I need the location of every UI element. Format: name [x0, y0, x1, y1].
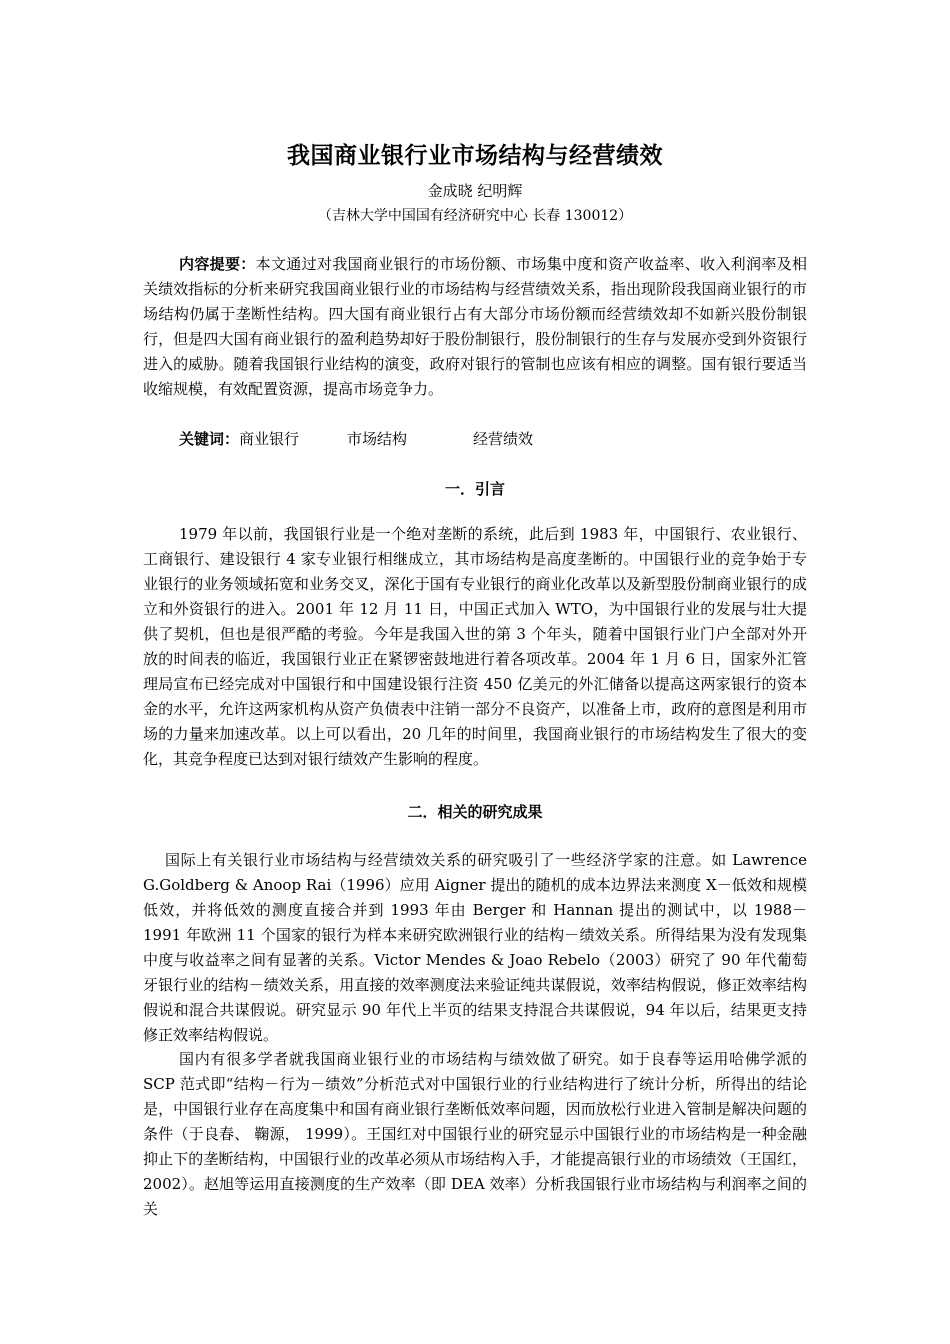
- keyword-item: 市场结构: [347, 430, 408, 448]
- keyword-item: 商业银行: [239, 430, 300, 448]
- abstract-text: 本文通过对我国商业银行的市场份额、市场集中度和资产收益率、收入利润率及相关绩效指标的分析来研究我国商业银行业的市场结构与经营绩效关系，指出现阶段我国商业银行的市场结构仍属于垄断性结构。四大国有商业银行占有大部分市场份额而经营绩效却不如新兴股份制银行，但是四大国有商业银行的盈利趋势却好于股份制银行，股份制银行的生存与发展亦受到外资银行进入的威胁。随着我国银行业结构的演变，政府对银行的管制也应该有相应的调整。国有银行要适当收缩规模，有效配置资源，提高市场竞争力。: [143, 255, 807, 398]
- paper-authors: 金成晓 纪明辉: [427, 182, 523, 200]
- section-heading-introduction: 一．引言: [444, 480, 505, 498]
- keyword-item: 经营绩效: [473, 430, 534, 448]
- paper-affiliation: （吉林大学中国国有经济研究中心 长春 130012）: [317, 208, 633, 224]
- paragraph: 国际上有关银行业市场结构与经营绩效关系的研究吸引了一些经济学家的注意。如 Lawrence G.Goldberg & Anoop Rai（1996）应用 Aigner 提出的随机的成本边界法来测度 X－低效和规模低效，并将低效的测度直接合并到 1993 年由 Berger 和 Hannan 提出的测试中，以 1988－1991 年欧洲 11 个国家的银行为样本来研究欧洲银行业的结构－绩效关系。所得结果为没有发现集中度与收益率之间有显著的关系。Victor Mendes & Joao Rebelo（2003）研究了 90 年代葡萄牙银行业的结构－绩效关系，用直接的效率测度法来验证纯共谋假说，效率结构假说，修正效率结构假说和混合共谋假说。研究显示 90 年代上半页的结果支持混合共谋假说，94 年以后，结果更支持修正效率结构假说。: [143, 851, 807, 1044]
- paragraph: 国内有很多学者就我国商业银行业的市场结构与绩效做了研究。如于良春等运用哈佛学派的 SCP 范式即“结构－行为－绩效”分析范式对中国银行业的行业结构进行了统计分析，所得出的结论是，中国银行业存在高度集中和国有商业银行垄断低效率问题，因而放松行业进入管制是解决问题的条件（于良春、 鞠源， 1999）。王国红对中国银行业的研究显示中国银行业的市场结构是一种金融抑止下的垄断结构，中国银行业的改革必须从市场结构入手，才能提高银行业的市场绩效（王国红，2002）。赵旭等运用直接测度的生产效率（即 DEA 效率）分析我国银行业市场结构与利润率之间的关: [143, 1050, 807, 1218]
- abstract: [143, 252, 807, 402]
- keywords: [143, 427, 843, 452]
- section-heading-related-research: 二．相关的研究成果: [407, 803, 543, 821]
- abstract-label: 内容提要：: [179, 255, 256, 273]
- keywords-label: 关键词：: [179, 430, 240, 448]
- paragraph: 1979 年以前，我国银行业是一个绝对垄断的系统，此后到 1983 年，中国银行、农业银行、工商银行、建设银行 4 家专业银行相继成立，其市场结构是高度垄断的。中国银行业的竞争始于专业银行的业务领域拓宽和业务交叉，深化于国有专业银行的商业化改革以及新型股份制商业银行的成立和外资银行的进入。2001 年 12 月 11 日，中国正式加入 WTO，为中国银行业的发展与壮大提供了契机，但也是很严酷的考验。今年是我国入世的第 3 个年头，随着中国银行业门户全部对外开放的时间表的临近，我国银行业正在紧锣密鼓地进行着各项改革。2004 年 1 月 6 日，国家外汇管理局宣布已经完成对中国银行和中国建设银行注资 450 亿美元的外汇储备以提高这两家银行的资本金的水平，允许这两家机构从资产负债表中注销一部分不良资产，以准备上市，政府的意图是利用市场的力量来加速改革。以上可以看出，20 几年的时间里，我国商业银行的市场结构发生了很大的变化，其竞争程度已达到对银行绩效产生影响的程度。: [143, 525, 807, 768]
- paper-title: 我国商业银行业市场结构与经营绩效: [287, 143, 663, 169]
